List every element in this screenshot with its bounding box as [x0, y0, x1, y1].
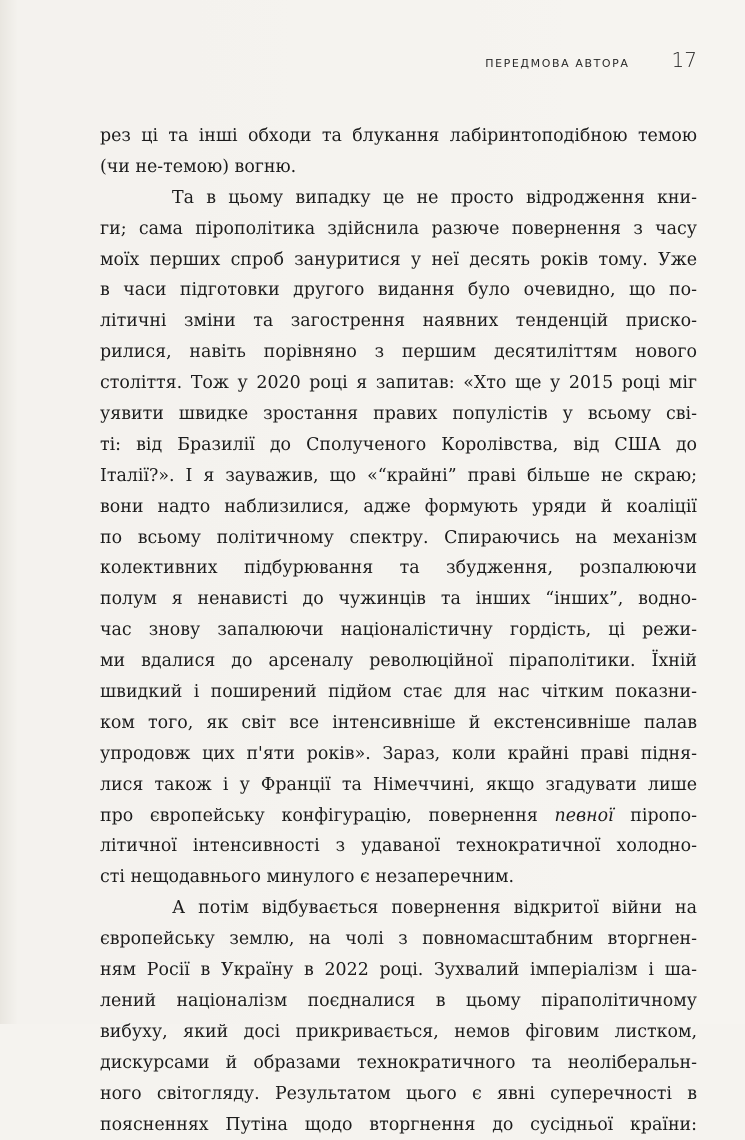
text-line: час знову запалюючи націоналістичну гордість, ці режи- — [100, 615, 697, 646]
text-line: уявити швидке зростання правих популістів у всьому сві- — [100, 399, 697, 430]
page-number: 17 — [672, 48, 697, 72]
text-line: вони надто наблизилися, адже формують уряди й коаліції — [100, 492, 697, 523]
text-line: ми вдалися до арсеналу революційної піраполітики. Їхній — [100, 646, 697, 677]
paragraph-start-line: Та в цьому випадку це не просто відродження кни- — [100, 183, 697, 214]
section-title: ПЕРЕДМОВА АВТОРА — [485, 57, 629, 70]
text-line: упродовж цих п'яти років». Зараз, коли крайні праві підня- — [100, 739, 697, 770]
running-head — [485, 48, 697, 72]
text-line: сті нещодавнього минулого є незаперечним. — [100, 862, 697, 893]
paragraph-start-line: А потім відбувається повернення відкритої війни на — [100, 893, 697, 924]
text-line: рез ці та інші обходи та блукання лабіринтоподібною темою — [100, 121, 697, 152]
text-line: ги; сама пірополітика здійснила разюче повернення з часу — [100, 214, 697, 245]
text-line: ням Росії в Україну в 2022 році. Зухвалий імперіалізм і ша- — [100, 955, 697, 986]
text-line: Італії?». І я зауважив, що «“крайні” праві більше не скраю; — [100, 461, 697, 492]
text-fragment: про європейську конфігурацію, повернення — [100, 806, 555, 826]
text-line: рилися, навіть порівняно з першим десятиліттям нового — [100, 337, 697, 368]
text-line: ного світогляду. Результатом цього є явні суперечності в — [100, 1079, 697, 1110]
text-line: літичної інтенсивності з удаваної технократичної холодно- — [100, 831, 697, 862]
text-line: лися також і у Франції та Німеччині, якщо згадувати лише — [100, 770, 697, 801]
text-line: європейську землю, на чолі з повномасштабним вторгнен- — [100, 924, 697, 955]
text-line: (чи не-темою) вогню. — [100, 152, 697, 183]
text-line: літичні зміни та загострення наявних тенденцій прискo- — [100, 306, 697, 337]
text-line: моїх перших спроб зануритися у неї десять років тому. Уже — [100, 245, 697, 276]
text-line: століття. Тож у 2020 році я запитав: «Хто ще у 2015 році міг — [100, 368, 697, 399]
text-line: лений націоналізм поєдналися в цьому піраполітичному — [100, 986, 697, 1017]
text-line-with-italic — [100, 801, 697, 832]
text-line: ком того, як світ все інтенсивніше й екстенсивніше палав — [100, 708, 697, 739]
text-line: по всьому політичному спектру. Спираючись на механізм — [100, 523, 697, 554]
text-line: дискурсами й образами технократичного та неоліберальн- — [100, 1048, 697, 1079]
text-line: ті: від Бразилії до Сполученого Королівства, від США до — [100, 430, 697, 461]
text-line: швидкий і поширений підйом стає для нас чітким показни- — [100, 677, 697, 708]
body-text — [100, 121, 697, 1140]
italic-word: певної — [555, 806, 614, 826]
text-line: вибуху, який досі прикривається, немов фіговим листком, — [100, 1017, 697, 1048]
text-line: в часи підготовки другого видання було очевидно, що по- — [100, 275, 697, 306]
text-line: колективних підбурювання та збудження, розпалюючи — [100, 553, 697, 584]
text-line: поясненнях Путіна щодо вторгнення до сусідньої країни: — [100, 1110, 697, 1140]
text-line: полум я ненависті до чужинців та інших “інших”, водно- — [100, 584, 697, 615]
text-fragment: піропо- — [614, 806, 697, 826]
